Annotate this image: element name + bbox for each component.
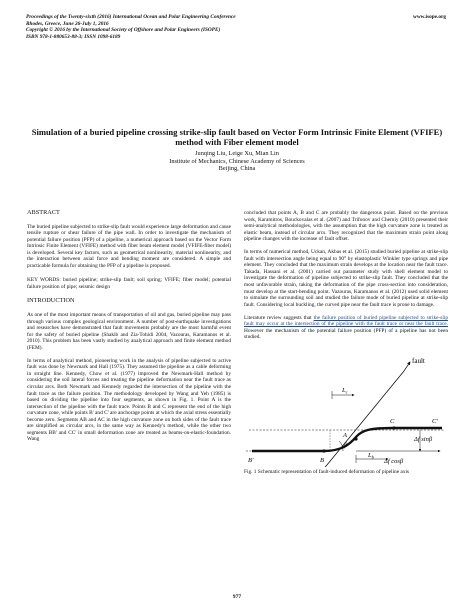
point-B-prime-label: B' xyxy=(248,457,254,465)
intro-paragraph-1: As one of the most important means of transportation of oil and gas, buried pipeline may pass through various complex geological environment. A number of post-earthquake investigations and researches have demonstrated that fault movements probably are the most harmful event for the safety of buried pipeline (Shakib and Zia-Tohidi 2004, Vazouras, Karamanos et al. 2010). This problem has been vastly studied by analytical approach and finite element method (FEM). xyxy=(27,312,231,351)
header-url: www.isope.org xyxy=(413,14,446,20)
fault-label: fault xyxy=(412,357,425,366)
header-line-4: ISBN 978-1-880653-88-3; ISSN 1098-6189 xyxy=(26,33,121,40)
city: Beijing, China xyxy=(218,165,256,173)
right-paragraph-1: concluded that points A, B and C are probably the dangerous point. Based on the previous work, Karamitros, Bouckovalas et al. (2007) and Trifonov and Cherniy (2010) presented their semi-analytical methodologies, with the assumption that the high curvature zone is treated as elastic beam, instead of circular arcs. They recognized that the maximum strain point along pipeline changes with the increase of fault offset. xyxy=(244,210,448,243)
page-number: 977 xyxy=(232,594,242,600)
keywords-text: buried pipeline; strike-slip fault; soil spring; VFIFE; fiber model; potential failure position of pipe; seismic design xyxy=(27,277,231,290)
p3-pre: Literature review suggests that xyxy=(244,314,314,321)
dfsin-label: Δf sinβ xyxy=(414,436,433,444)
point-B-label: B xyxy=(320,457,324,465)
fault-deformation-diagram xyxy=(244,347,448,467)
figure-1 xyxy=(244,347,448,467)
point-B-marker xyxy=(322,450,325,453)
introduction-heading: INTRODUCTION xyxy=(27,297,75,305)
figure-1-caption: Fig. 1 Schematic representation of fault-induced deformation of pipeline axis xyxy=(244,469,410,476)
author-block xyxy=(20,150,454,173)
point-A-marker xyxy=(354,438,357,441)
point-C-prime-label: C' xyxy=(432,418,438,426)
keywords-label: KEY WORDS: xyxy=(27,277,61,284)
abstract-heading: ABSTRACT xyxy=(27,209,60,216)
right-column xyxy=(244,210,448,476)
right-paragraph-2: In terms of numerical method, Uckan, Akbas et al. (2015) studied buried pipeline at strike-slip fault with intersection angle being equal to 90° by elastoplastic Winkler type springs and pipe element. They concluded that the maximum strain develops at the location near the fault trace. Takada, Hassani et al. (2001) carried out parameter study with shell element model to investigate the deformation of pipeline subjected to strike-slip fault. They concluded that the most unfavorable strain, taking the deformation of the pipe cross-section into consideration, must develop at the start-bending point. Vazouras, Karamanos et al. (2012) used solid element to simulate the surrounding soil and studied the failure mode of buried pipeline at strike-slip fault. Considering local buckling, the curved pipe near the fault trace is prone to damage. xyxy=(244,249,448,308)
abstract-text: The buried pipeline subjected to strike-slip fault would experience large deformation and cause tensile rupture or shear failure of the pipe wall. In order to investigate the mechanism of potential failure position (PFP) of a pipeline, a numerical approach based on the Vector Form Intrinsic Finite Element (VFIFE) method with fiber beam element model (VFIFE-fiber model) is developed. Several key factors, such as geometrical nonlinearity, material nonlinearity, and the interaction between axial force and bending moment are considered. A simple and practicable formula for obtaining the PFP of a pipeline is proposed. xyxy=(27,223,231,269)
authors: Junqing Liu, Leige Xu, Mian Lin xyxy=(195,150,279,157)
fault-arrow xyxy=(404,362,410,371)
intro-paragraph-2: In terms of analytical method, pioneering work in the analysis of pipeline subjected to active fault was done by Newmark and Hall (1975). They assumed the pipeline as a cable deforming in straight line. Kennedy, Chow et al. (1977) improved the Newmark-Hall method by considering the soil lateral forces and treating the pipeline deformation near the fault trace as circular arcs. Both Newmark and Kennedy regarded the intersection of the pipeline with the fault trace as the failure position. The methodology developed by Wang and Yeh (1985) is based on dividing the pipeline into four segments, as shown in Fig. 1. Point A is the intersection of the pipeline with the fault trace. Points B and C represent the end of the high curvature zone, while points B' and C' are anchorage points at which the axial stress essentially become zero. Segments AB and AC in the high curvature zone on both sides of the fault trace are simplified as circular arcs, in the same way as Kennedy's method, while the other two segments BB' and CC' in small deformation zone are treated as beams-on-elastic-foundation. Wang xyxy=(27,357,231,443)
dfcos-label: Δf cosβ xyxy=(384,458,404,466)
point-C-marker xyxy=(392,427,395,430)
Lb-label: $L_b$ xyxy=(368,452,374,460)
header-line-3: Copyright © 2016 by the International Society of Offshore and Polar Engineers (ISOPE) xyxy=(26,27,221,34)
point-C-label: C xyxy=(390,418,395,426)
affiliation: Institute of Mechanics, Chinese Academy of Sciences xyxy=(169,157,305,165)
keywords xyxy=(27,277,231,290)
right-paragraph-3 xyxy=(244,315,448,341)
p3-post: However the mechanism of the potential failure position (PFP) of a pipeline has not been studied. xyxy=(244,327,448,341)
beta-label: β xyxy=(344,442,348,450)
header-line-2: Rhodes, Greece, June 26-July 1, 2016 xyxy=(26,20,109,27)
highlighted-annotation[interactable]: the failure position of buried pipeline subjected to strike-slip fault may occur at the intersection of the pipeline with the fault trace or near the fault trace. xyxy=(244,314,448,328)
paper-title: Simulation of a buried pipeline crossing strike-slip fault based on Vector Form Intrinsic Finite Element (VFIFE) method with Fiber element model xyxy=(31,127,443,148)
proceedings-header xyxy=(26,14,446,40)
Lc-label: $L_c$ xyxy=(342,387,348,395)
point-A-label: A xyxy=(343,432,347,440)
left-column xyxy=(27,210,231,449)
header-line-1: Proceedings of the Twenty-sixth (2016) International Ocean and Polar Engineering Conference xyxy=(26,14,236,20)
